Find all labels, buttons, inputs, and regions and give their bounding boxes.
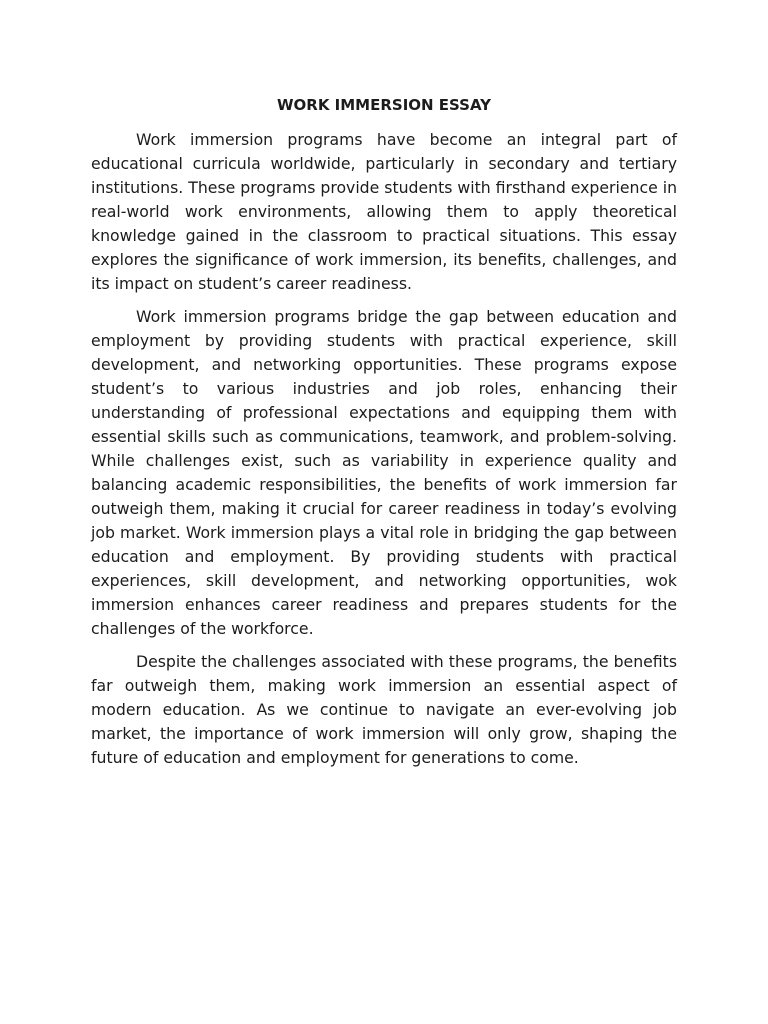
paragraph-body: Work immersion programs bridge the gap between education and employment by providing students with practical experience, skill development, and networking opportunities. These programs expose student’s to various industries and job roles, enhancing their understanding of professional expectations and equipping them with essential skills such as communications, teamwork, and problem-solving. While challenges exist, such as variability in experience quality and balancing academic responsibilities, the benefits of work immersion far outweigh them, making it crucial for career readiness in today’s evolving job market. Work immersion plays a vital role in bridging the gap between education and employment. By providing students with practical experiences, skill development, and networking opportunities, wok immersion enhances career readiness and prepares students for the challenges of the workforce.: [91, 307, 677, 638]
paragraph-introduction: Work immersion programs have become an integral part of educational curricula worldwide, particularly in secondary and tertiary institutions. These programs provide students with firsthand experience in real-world work environments, allowing them to apply theoretical knowledge gained in the classroom to practical situations. This essay explores the significance of work immersion, its benefits, challenges, and its impact on student’s career readiness.: [91, 130, 678, 293]
paragraph-conclusion: Despite the challenges associated with these programs, the benefits far outweigh them, making work immersion an essential aspect of modern education. As we continue to navigate an ever-evolving job market, the importance of work immersion will only grow, shaping the future of education and employment for generations to come.: [91, 652, 677, 767]
document-title: WORK IMMERSION ESSAY: [276, 96, 492, 114]
